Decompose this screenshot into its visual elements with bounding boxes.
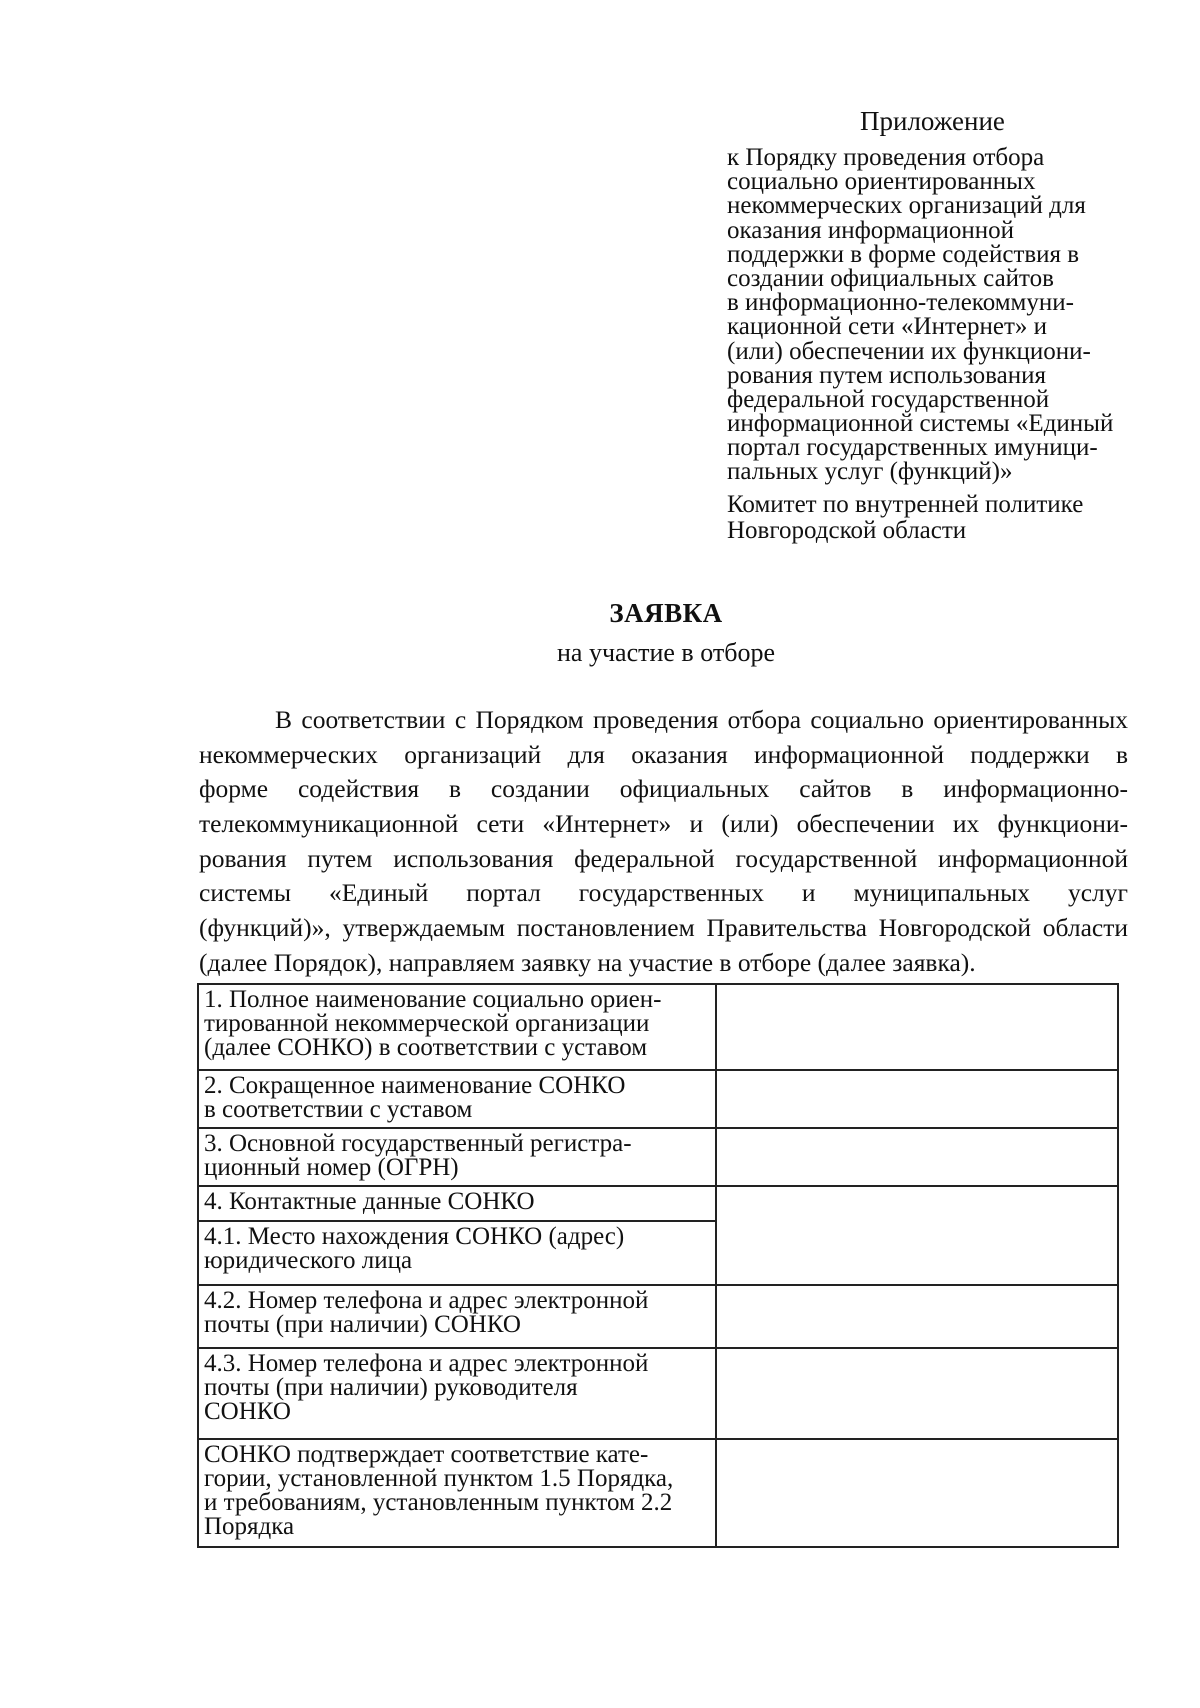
field-label-address: 4.1. Место нахождения СОНКО (адрес) юридического лица [198, 1221, 716, 1285]
appendix-line: оказания информационной [727, 216, 1015, 244]
appendix-line: рования путем использования [727, 361, 1047, 389]
committee-line: Новгородской области [727, 517, 967, 544]
field-label-ogrn: 3. Основной государственный регистра- ционный номер (ОГРН) [198, 1128, 716, 1186]
table-row [198, 1128, 1118, 1186]
paragraph-line: (далее Порядок), направляем заявку на участие в отборе (далее заявка). [199, 947, 976, 977]
table-row [198, 984, 1118, 1070]
field-value-short-name[interactable] [716, 1070, 1118, 1128]
field-label-full-name: 1. Полное наименование социально ориен- тированной некоммерческой организации (далее СОНКО) в соответствии с уставом [198, 984, 716, 1070]
field-value-full-name[interactable] [716, 984, 1118, 1070]
field-value-org-phone-email[interactable] [716, 1285, 1118, 1348]
table-row [198, 1348, 1118, 1439]
paragraph-line: телекоммуникационной сети «Интернет» и (или) обеспечении их функциони- [199, 809, 1128, 839]
table-row [198, 1439, 1118, 1547]
table-row [198, 1070, 1118, 1128]
appendix-reference [727, 146, 1113, 485]
addressee-committee [727, 492, 1083, 544]
appendix-line: в информационно-телекоммуни- [727, 289, 1074, 317]
appendix-title: Приложение [860, 106, 1005, 136]
document-subtitle: на участие в отборе [557, 638, 775, 667]
application-form-table [197, 983, 1119, 1548]
paragraph-line: некоммерческих организаций для оказания информационной поддержки в [199, 739, 1128, 769]
field-label-compliance: СОНКО подтверждает соответствие кате- гории, установленной пунктом 1.5 Порядка, и требованиям, установленным пунктом 2.2 Порядка [198, 1439, 716, 1547]
intro-paragraph [199, 703, 1128, 981]
committee-line: Комитет по внутренней политике [727, 491, 1084, 518]
appendix-line: федеральной государственной [727, 385, 1050, 413]
field-label-contacts: 4. Контактные данные СОНКО [198, 1186, 716, 1221]
field-label-short-name: 2. Сокращенное наименование СОНКО в соответствии с уставом [198, 1070, 716, 1128]
table-row [198, 1285, 1118, 1348]
paragraph-line: (функций)», утверждаемым постановлением Правительства Новгородской области [199, 913, 1128, 943]
appendix-line: некоммерческих организаций для [727, 192, 1086, 220]
field-value-head-phone-email[interactable] [716, 1348, 1118, 1439]
appendix-line: (или) обеспечении их функциони- [727, 337, 1091, 365]
paragraph-line: рования путем использования федеральной государственной информационной [199, 843, 1128, 873]
field-value-compliance[interactable] [716, 1439, 1118, 1547]
paragraph-line: форме содействия в создании официальных сайтов в информационно- [199, 774, 1128, 804]
appendix-line: к Порядку проведения отбора [727, 144, 1045, 171]
appendix-line: создании официальных сайтов [727, 264, 1054, 292]
appendix-line: поддержки в форме содействия в [727, 240, 1080, 268]
table-row [198, 1186, 1118, 1221]
field-value-ogrn[interactable] [716, 1128, 1118, 1186]
appendix-line: пальных услуг (функций)» [727, 458, 1013, 486]
appendix-line: портал государственных имуници- [727, 434, 1098, 462]
paragraph-line: В соответствии с Порядком проведения отбора социально ориентированных [275, 705, 1128, 734]
appendix-line: информационной системы «Единый [727, 410, 1114, 438]
document-title: ЗАЯВКА [609, 598, 723, 628]
appendix-line: кационной сети «Интернет» и [727, 313, 1048, 341]
appendix-line: социально ориентированных [727, 168, 1036, 196]
field-value-address[interactable] [716, 1186, 1118, 1285]
field-label-org-phone-email: 4.2. Номер телефона и адрес электронной почты (при наличии) СОНКО [198, 1285, 716, 1348]
field-label-head-phone-email: 4.3. Номер телефона и адрес электронной почты (при наличии) руководителя СОНКО [198, 1348, 716, 1439]
paragraph-line: системы «Единый портал государственных и муниципальных услуг [199, 878, 1128, 908]
